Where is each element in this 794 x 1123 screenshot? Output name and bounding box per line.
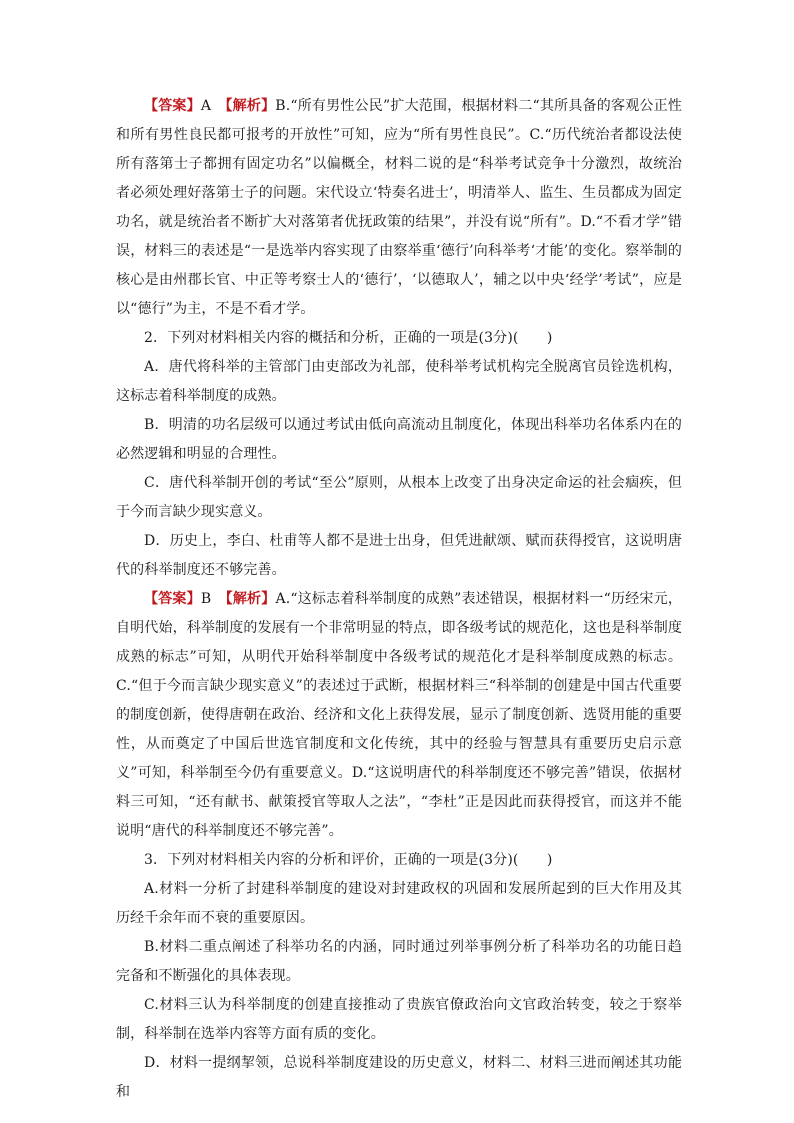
question-2-option-a: A．唐代将科举的主管部门由吏部改为礼部，使科举考试机构完全脱离官员铨选机构，这标志着科举制度的成熟。 — [116, 359, 682, 404]
question-3-option-c: C.材料三认为科举制度的创建直接推动了贵族官僚政治向文官政治转变，较之于察举制，科举制在选举内容等方面有质的变化。 — [116, 997, 682, 1042]
question-3-option-b: B.材料二重点阐述了科举功名的内涵，同时通过列举事例分析了科举功名的功能日趋完备和不断强化的具体表现。 — [116, 939, 682, 984]
answer-tag: 【答案】 — [144, 98, 201, 114]
question-2-option-b: B．明清的功名层级可以通过考试由低向高流动且制度化，体现出科举功名体系内在的必然逻辑和明显的合理性。 — [116, 417, 682, 462]
question-2-stem: 2．下列对材料相关内容的概括和分析，正确的一项是(3分)( ) — [144, 330, 553, 346]
analysis-tag: 【解析】 — [225, 591, 276, 607]
answer-value: B — [200, 591, 226, 607]
question-3-option-a: A.材料一分析了封建科举制度的建设对封建政权的巩固和发展所起到的巨大作用及其历经千余年而不衰的重要原因。 — [116, 881, 682, 926]
question-2-option-d: D．历史上，李白、杜甫等人都不是进士出身，但凭进献颂、赋而获得授官，这说明唐代的科举制度还不够完善。 — [116, 533, 682, 578]
answer-analysis-2 — [116, 585, 682, 846]
document-page — [116, 92, 682, 1107]
answer-value: A — [200, 98, 226, 114]
question-3-stem: 3．下列对材料相关内容的分析和评价，正确的一项是(3分)( ) — [144, 852, 553, 868]
answer-tag: 【答案】 — [144, 591, 201, 607]
analysis-tag: 【解析】 — [225, 98, 276, 114]
answer-analysis-1 — [116, 92, 682, 324]
question-3-option-d: D．材料一提纲挈领，总说科举制度建设的历史意义，材料二、材料三进而阐述其功能和 — [116, 1055, 682, 1100]
question-2-option-c: C．唐代科举制开创的考试“至公”原则，从根本上改变了出身决定命运的社会痼疾，但于今而言缺少现实意义。 — [116, 475, 682, 520]
analysis-text: A.“这标志着科举制度的成熟”表述错误，根据材料一“历经宋元，自明代始，科举制度的发展有一个非常明显的特点，即各级考试的规范化，这也是科举制度成熟的标志”可知，从明代开始科举制度中各级考试的规范化才是科举制度成熟的标志。C.“但于今而言缺少现实意义”的表述过于武断，根据材料三“科举制的创建是中国古代重要的制度创新，使得唐朝在政治、经济和文化上获得发展，显示了制度创新、选贤用能的重要性，从而奠定了中国后世选官制度和文化传统，其中的经验与智慧具有重要历史启示意义”可知，科举制至今仍有重要意义。D.“这说明唐代的科举制度还不够完善”错误，依据材料三可知，“还有献书、献策授官等取人之法”，“李杜”正是因此而获得授官，而这并不能说明“唐代的科举制度还不够完善”。 — [116, 591, 683, 839]
analysis-text: B.“所有男性公民”扩大范围，根据材料二“其所具备的客观公正性和所有男性良民都可报考的开放性”可知，应为“所有男性良民”。C.“历代统治者都设法使所有落第士子都拥有固定功名”以偏概全，材料二说的是“科举考试竞争十分激烈，故统治者必须处理好落第士子的问题。宋代设立‘特奏名进士’，明清举人、监生、生员都成为固定功名，就是统治者不断扩大对落第者优抚政策的结果”，并没有说“所有”。D.“不看才学”错误，材料三的表述是“一是选举内容实现了由察举重‘德行’向科举考‘才能’的变化。察举制的核心是由州郡长官、中正等考察士人的‘德行’，‘以德取人’，辅之以中央‘经学’考试”，应是以“德行”为主，不是不看才学。 — [116, 98, 682, 317]
